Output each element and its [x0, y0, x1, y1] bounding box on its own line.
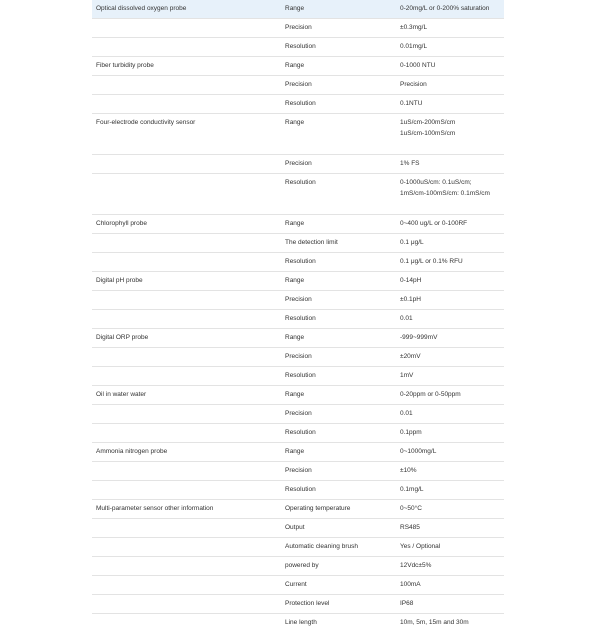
group-cell [92, 310, 281, 329]
group-cell: Fiber turbidity probe [92, 57, 281, 76]
table-row [92, 19, 504, 38]
value-cell: 0.01 [396, 405, 504, 424]
group-cell [92, 557, 281, 576]
group-cell [92, 291, 281, 310]
parameter-cell: Range [281, 443, 396, 462]
table-row [92, 155, 504, 174]
group-cell: Four-electrode conductivity sensor [92, 114, 281, 155]
group-cell [92, 38, 281, 57]
table-row [92, 95, 504, 114]
value-cell: 0.1 μg/L [396, 234, 504, 253]
table-row [92, 57, 504, 76]
table-row [92, 595, 504, 614]
value-cell: 0-1000 NTU [396, 57, 504, 76]
parameter-cell: Resolution [281, 424, 396, 443]
table-row [92, 114, 504, 155]
table-row [92, 614, 504, 632]
parameter-cell: Precision [281, 405, 396, 424]
value-cell: ±10% [396, 462, 504, 481]
value-cell: ±0.3mg/L [396, 19, 504, 38]
parameter-cell: Protection level [281, 595, 396, 614]
group-cell: Ammonia nitrogen probe [92, 443, 281, 462]
value-cell: 0.1ppm [396, 424, 504, 443]
table-row [92, 215, 504, 234]
value-cell: RS485 [396, 519, 504, 538]
parameter-cell: Operating temperature [281, 500, 396, 519]
value-cell: 0.01mg/L [396, 38, 504, 57]
table-row [92, 405, 504, 424]
value-cell: Yes / Optional [396, 538, 504, 557]
parameter-cell: Output [281, 519, 396, 538]
table-row [92, 291, 504, 310]
group-cell [92, 595, 281, 614]
table-row [92, 348, 504, 367]
table-row [92, 481, 504, 500]
table-row [92, 557, 504, 576]
parameter-cell: Resolution [281, 95, 396, 114]
parameter-cell: powered by [281, 557, 396, 576]
value-cell: 0.1 μg/L or 0.1% RFU [396, 253, 504, 272]
table-row [92, 0, 504, 19]
parameter-cell: Range [281, 215, 396, 234]
table-row [92, 234, 504, 253]
group-cell [92, 576, 281, 595]
table-row [92, 38, 504, 57]
group-cell [92, 19, 281, 38]
value-cell: 1uS/cm-200mS/cm 1uS/cm-100mS/cm [396, 114, 504, 155]
value-cell: 0~1000mg/L [396, 443, 504, 462]
group-cell: Chlorophyll probe [92, 215, 281, 234]
parameter-cell: Precision [281, 462, 396, 481]
group-cell [92, 174, 281, 215]
value-cell: Precision [396, 76, 504, 95]
parameter-cell: Range [281, 0, 396, 19]
group-cell [92, 253, 281, 272]
parameter-cell: Precision [281, 76, 396, 95]
parameter-cell: Resolution [281, 174, 396, 215]
group-cell: Multi-parameter sensor other information [92, 500, 281, 519]
value-cell: 0-20mg/L or 0-200% saturation [396, 0, 504, 19]
table-row [92, 310, 504, 329]
group-cell [92, 481, 281, 500]
parameter-cell: Resolution [281, 367, 396, 386]
value-cell: 100mA [396, 576, 504, 595]
parameter-cell: Resolution [281, 310, 396, 329]
group-cell: Digital ORP probe [92, 329, 281, 348]
value-cell: 12Vdc±5% [396, 557, 504, 576]
table-row [92, 76, 504, 95]
table-row [92, 253, 504, 272]
group-cell [92, 155, 281, 174]
parameter-cell: Resolution [281, 38, 396, 57]
parameter-cell: Range [281, 386, 396, 405]
group-cell [92, 234, 281, 253]
group-cell [92, 614, 281, 632]
parameter-cell: Precision [281, 155, 396, 174]
value-cell: -999~999mV [396, 329, 504, 348]
group-cell [92, 76, 281, 95]
value-cell: 0.1NTU [396, 95, 504, 114]
group-cell: Optical dissolved oxygen probe [92, 0, 281, 19]
group-cell [92, 405, 281, 424]
table-row [92, 576, 504, 595]
group-cell [92, 95, 281, 114]
value-cell: 0.01 [396, 310, 504, 329]
group-cell: Oil in water water [92, 386, 281, 405]
specification-table [92, 0, 504, 632]
value-cell: 1% FS [396, 155, 504, 174]
value-cell: 0-20ppm or 0-50ppm [396, 386, 504, 405]
parameter-cell: Precision [281, 291, 396, 310]
group-cell [92, 424, 281, 443]
parameter-cell: Current [281, 576, 396, 595]
table-row [92, 386, 504, 405]
table-row [92, 519, 504, 538]
value-cell: IP68 [396, 595, 504, 614]
group-cell [92, 538, 281, 557]
value-cell: ±20mV [396, 348, 504, 367]
group-cell [92, 519, 281, 538]
parameter-cell: Range [281, 329, 396, 348]
value-cell: 10m, 5m, 15m and 30m [396, 614, 504, 632]
parameter-cell: Resolution [281, 481, 396, 500]
group-cell: Digital pH probe [92, 272, 281, 291]
table-row [92, 367, 504, 386]
value-cell: 0-1000uS/cm: 0.1uS/cm; 1mS/cm-100mS/cm: 0.1mS/cm [396, 174, 504, 215]
parameter-cell: Range [281, 57, 396, 76]
table-row [92, 329, 504, 348]
value-cell: 0.1mg/L [396, 481, 504, 500]
table-row [92, 272, 504, 291]
value-cell: ±0.1pH [396, 291, 504, 310]
group-cell [92, 367, 281, 386]
group-cell [92, 462, 281, 481]
parameter-cell: Precision [281, 348, 396, 367]
parameter-cell: Line length [281, 614, 396, 632]
parameter-cell: Automatic cleaning brush [281, 538, 396, 557]
parameter-cell: Precision [281, 19, 396, 38]
parameter-cell: Range [281, 272, 396, 291]
table-row [92, 538, 504, 557]
table-row [92, 500, 504, 519]
table-row [92, 443, 504, 462]
table-row [92, 424, 504, 443]
value-cell: 0~400 ug/L or 0-100RF [396, 215, 504, 234]
specification-table-body [92, 0, 504, 632]
parameter-cell: Range [281, 114, 396, 155]
value-cell: 0-14pH [396, 272, 504, 291]
value-cell: 1mV [396, 367, 504, 386]
table-row [92, 462, 504, 481]
parameter-cell: Resolution [281, 253, 396, 272]
value-cell: 0~50°C [396, 500, 504, 519]
parameter-cell: The detection limit [281, 234, 396, 253]
table-row [92, 174, 504, 215]
group-cell [92, 348, 281, 367]
